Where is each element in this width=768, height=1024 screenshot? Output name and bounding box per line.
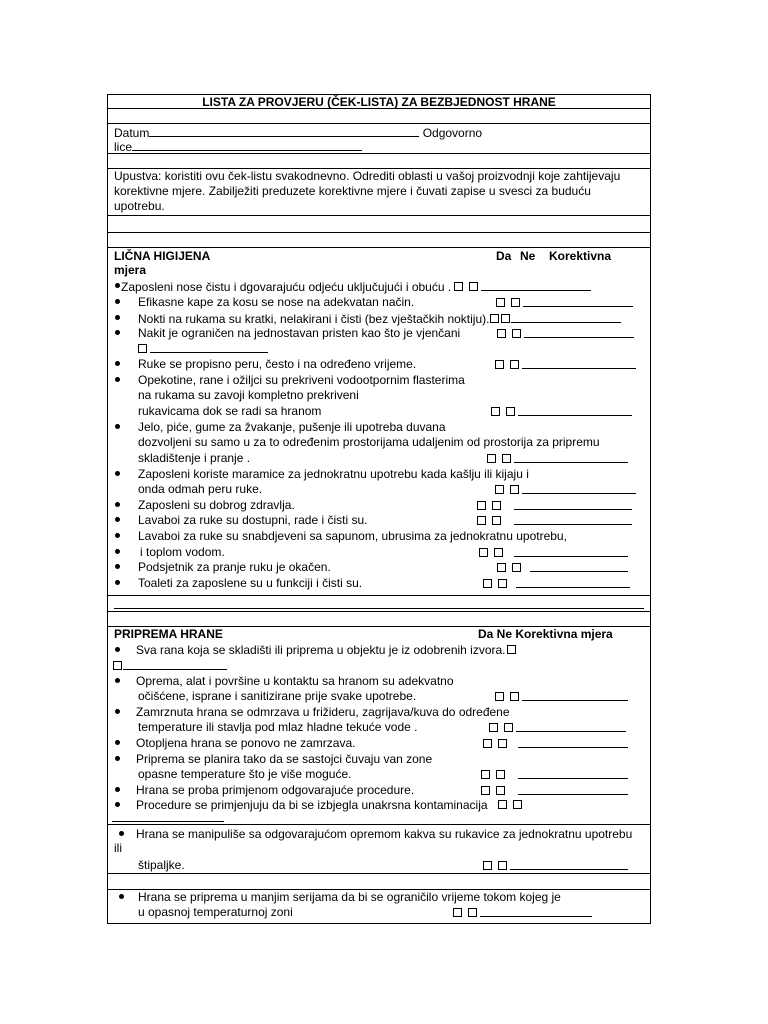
list-item: Lavaboi za ruke su snabdjeveni sa sapunom, ubrusima za jednokratnu upotrebu, [138, 529, 567, 543]
list-item: Hrana se proba primjenom odgovarajuće procedure. [136, 783, 415, 797]
checkbox-group [494, 560, 628, 575]
list-item-cont: skladištenje i pranje . [138, 451, 251, 465]
checkbox-ne[interactable] [511, 298, 520, 307]
list-item: Procedure se primjenjuju da bi se izbjegla unakrsna kontaminacija [136, 798, 525, 812]
corrective-field[interactable] [514, 451, 628, 463]
checkbox-da[interactable] [483, 861, 492, 870]
checkbox-group [478, 767, 628, 782]
checkbox-ne[interactable] [498, 739, 507, 748]
bullet-icon [115, 740, 120, 745]
instructions-text: Upustva: koristiti ovu ček-listu svakodnevno. Odrediti oblasti u vašoj proizvodnji koje zahtijevaju korektivne mjere. Zabilježiti preduzete korektivne mjere i čuvati zapise u svesci za buduću upotrebu. [114, 169, 621, 213]
checkbox-da[interactable] [498, 800, 507, 809]
checkbox-ne[interactable] [504, 723, 513, 732]
corrective-field[interactable] [514, 498, 632, 510]
checkbox-da[interactable] [495, 692, 504, 701]
list-item: Zamrznuta hrana se odmrzava u frižideru, zagrijava/kuva do određene [136, 705, 510, 719]
list-item: Podsjetnik za pranje ruku je okačen. [138, 560, 331, 574]
list-item-cont: onda odmah peru ruke. [138, 482, 263, 496]
row-divider [108, 247, 650, 248]
corrective-field[interactable] [150, 341, 268, 353]
checkbox-group [486, 720, 626, 735]
checkbox-group [494, 326, 634, 341]
col-header: Da Ne Korektivna mjera [478, 627, 613, 641]
list-item: Priprema se planira tako da se sastojci čuvaju van zone [136, 752, 433, 766]
checklist-document [107, 94, 651, 924]
list-item: Lavaboi za ruke su dostupni, rade i čisti su. [138, 513, 368, 527]
bullet-icon [115, 709, 120, 714]
bullet-icon [115, 330, 120, 335]
list-item: Ruke se propisno peru, često i na određeno vrijeme. [138, 357, 417, 371]
checkbox-group [492, 482, 636, 497]
checkbox-da[interactable] [483, 739, 492, 748]
checkbox-group [450, 905, 592, 920]
list-item: Toaleti za zaposlene su u funkciji i čisti su. [138, 576, 363, 590]
list-item: Nakit je ograničen na jednostavan pristen kao što je vjenčani [138, 326, 461, 340]
list-item-cont: temperature ili stavlja pod mlaz hladne tekuće vode . [138, 720, 418, 734]
checkbox-da[interactable] [481, 786, 490, 795]
corrective-field[interactable] [524, 326, 634, 338]
bullet-icon [115, 580, 120, 585]
list-item: Opekotine, rane i ožiljci su prekriveni vodootpornim flasterima [138, 373, 465, 387]
checkbox-group [112, 658, 227, 673]
bullet-icon [115, 517, 120, 522]
list-item: Otopljena hrana se ponovo ne zamrzava. [136, 736, 356, 750]
checkbox-ne[interactable] [498, 861, 507, 870]
checkbox-da[interactable] [453, 908, 462, 917]
list-item-cont: opasne temperature što je više moguće. [138, 767, 352, 781]
row-divider [108, 215, 650, 216]
checkbox-ne[interactable] [496, 770, 505, 779]
col-mjera: mjera [114, 263, 147, 277]
checkbox-group [474, 513, 632, 528]
checkbox-ne[interactable] [510, 692, 519, 701]
checkbox-ne[interactable] [512, 329, 521, 338]
checkbox-ne[interactable] [501, 314, 510, 323]
datum-label: Datum [114, 126, 150, 140]
datum-row [114, 125, 482, 140]
datum-field[interactable] [149, 125, 419, 137]
checkbox-da[interactable] [481, 770, 490, 779]
checkbox-da[interactable] [477, 501, 486, 510]
bullet-icon [115, 377, 120, 382]
corrective-field[interactable] [510, 858, 628, 870]
bullet-icon [115, 361, 120, 366]
odgovorno-label: Odgovorno [422, 126, 483, 140]
corrective-field[interactable] [518, 767, 628, 779]
checkbox-ne[interactable] [113, 661, 122, 670]
lice-label: lice [114, 140, 133, 154]
bullet-icon [115, 299, 120, 304]
bullet-icon [115, 564, 120, 569]
checkbox-da[interactable] [479, 548, 488, 557]
bullet-icon [115, 647, 120, 652]
checkbox-da[interactable] [487, 454, 496, 463]
corrective-field[interactable] [516, 720, 626, 732]
checkbox-group [480, 736, 628, 751]
checkbox-group [480, 576, 630, 591]
bullet-icon [115, 802, 120, 807]
corrective-field[interactable] [516, 576, 630, 588]
checkbox-group [474, 498, 632, 513]
section-title-priprema-hrane: PRIPREMA HRANE [114, 627, 223, 641]
col-da: Da [496, 249, 512, 263]
bullet-icon [119, 894, 124, 899]
corrective-field[interactable] [522, 357, 636, 369]
bullet-icon [115, 424, 120, 429]
bullet-icon [115, 533, 120, 538]
checkbox-da[interactable] [497, 563, 506, 572]
checkbox-da[interactable] [483, 579, 492, 588]
checkbox-ne[interactable] [510, 360, 519, 369]
list-item-cont: očišćene, isprane i sanitizirane prije svake upotrebe. [138, 689, 417, 703]
list-item: Zaposleni koriste maramice za jednokratnu upotrebu kada kašlju ili kijaju i [138, 467, 529, 481]
list-item: Oprema, alat i površine u kontaktu sa hranom su adekvatno [136, 674, 454, 688]
list-item-cont: u opasnoj temperaturnoj zoni [138, 905, 293, 919]
corrective-field[interactable] [518, 736, 628, 748]
checkbox-da[interactable] [495, 485, 504, 494]
checkbox-da[interactable] [489, 723, 498, 732]
checkbox-ne[interactable] [506, 407, 515, 416]
corrective-field[interactable] [518, 404, 632, 416]
checkbox-extra[interactable] [138, 344, 147, 353]
bullet-icon [115, 502, 120, 507]
checkbox-ne[interactable] [494, 548, 503, 557]
corrective-field[interactable] [522, 482, 636, 494]
list-item: Efikasne kape za kosu se nose na adekvatan način. [138, 295, 415, 309]
checkbox-ne[interactable] [502, 454, 511, 463]
checkbox-ne[interactable] [510, 485, 519, 494]
bullet-icon [115, 283, 120, 288]
lice-row [114, 139, 362, 154]
checkbox-group [492, 689, 628, 704]
checkbox-group [478, 783, 628, 798]
bullet-icon [115, 678, 120, 683]
checkbox-ne[interactable] [468, 908, 477, 917]
checkbox-ne[interactable] [512, 563, 521, 572]
list-item: Hrana se priprema u manjim serijama da bi se ograničilo vrijeme tokom kojeg je [138, 890, 561, 904]
corrective-field[interactable] [518, 783, 628, 795]
checkbox-ne[interactable] [496, 786, 505, 795]
checkbox-da[interactable] [497, 329, 506, 338]
list-item: Nokti na rukama su kratki, nelakirani i čisti (bez vještačkih noktiju). [138, 311, 621, 326]
checkbox-da[interactable] [491, 407, 500, 416]
document-title: LISTA ZA PROVJERU (ČEK-LISTA) ZA BEZBJEDNOST HRANE [202, 95, 556, 109]
bullet-icon [115, 315, 120, 320]
list-item: Zaposleni su dobrog zdravlja. [138, 498, 295, 512]
corrective-field[interactable] [480, 905, 592, 917]
checkbox-ne[interactable] [498, 579, 507, 588]
corrective-field[interactable] [112, 810, 224, 822]
row-divider [108, 873, 650, 874]
lice-field[interactable] [132, 139, 362, 151]
list-item: Hrana se manipuliše sa odgovarajućom opremom kakva su rukavice za jednokratnu upotrebu ili [114, 827, 633, 855]
checkbox-group [492, 357, 636, 372]
checkbox-ne[interactable] [492, 516, 501, 525]
section-underline [114, 608, 644, 609]
checkbox-da[interactable] [495, 360, 504, 369]
instructions-underline [114, 232, 642, 233]
checkbox-group [488, 404, 632, 419]
list-item-cont: štipaljke. [138, 858, 185, 872]
bullet-icon [115, 471, 120, 476]
list-item-cont: rukavicama dok se radi sa hranom [138, 404, 322, 418]
bullet-icon [115, 549, 120, 554]
bullet-icon [115, 756, 120, 761]
list-item: Zaposleni nose čistu i dgovarajuću odjeću uključujući i obuću . [121, 279, 591, 294]
col-ne: Ne [520, 249, 536, 263]
row-divider [108, 595, 650, 596]
checkbox-group [493, 295, 633, 310]
checkbox-da[interactable] [477, 516, 486, 525]
list-item: i toplom vodom. [140, 545, 225, 559]
checkbox-group [112, 810, 224, 825]
checkbox-ne[interactable] [492, 501, 501, 510]
checkbox-ne[interactable] [469, 282, 478, 291]
section-title-licna-higijena: LIČNA HIGIJENA [114, 249, 211, 263]
corrective-field[interactable] [514, 545, 628, 557]
list-item-cont: na rukama su zavoji kompletno prekriveni [138, 388, 359, 402]
checkbox-group [484, 451, 628, 466]
checkbox-da[interactable] [490, 314, 499, 323]
checkbox-ne[interactable] [513, 800, 522, 809]
list-item: Jelo, piće, gume za žvakanje, pušenje ili upotreba duvana [138, 420, 446, 434]
checkbox-da[interactable] [454, 282, 463, 291]
corrective-field[interactable] [514, 513, 632, 525]
checkbox-da[interactable] [496, 298, 505, 307]
col-korektivna: Korektivna [549, 249, 612, 263]
bullet-icon [115, 787, 120, 792]
list-item: Sva rana koja se skladišti ili priprema u objektu je iz odobrenih izvora. [136, 643, 517, 657]
row-divider [108, 123, 650, 124]
corrective-field[interactable] [523, 295, 633, 307]
checkbox-group [480, 858, 628, 873]
corrective-field[interactable] [123, 658, 227, 670]
checkbox-da[interactable] [507, 645, 516, 654]
row-divider [108, 611, 650, 612]
corrective-field[interactable] [522, 689, 628, 701]
corrective-field[interactable] [481, 279, 591, 291]
checkbox-group [476, 545, 628, 560]
corrective-field[interactable] [530, 560, 628, 572]
checkbox-group [135, 341, 268, 356]
list-item-cont: dozvoljeni su samo u za to određenim prostorijama udaljenim od prostorija za pripremu [138, 435, 600, 449]
corrective-field[interactable] [511, 311, 621, 323]
